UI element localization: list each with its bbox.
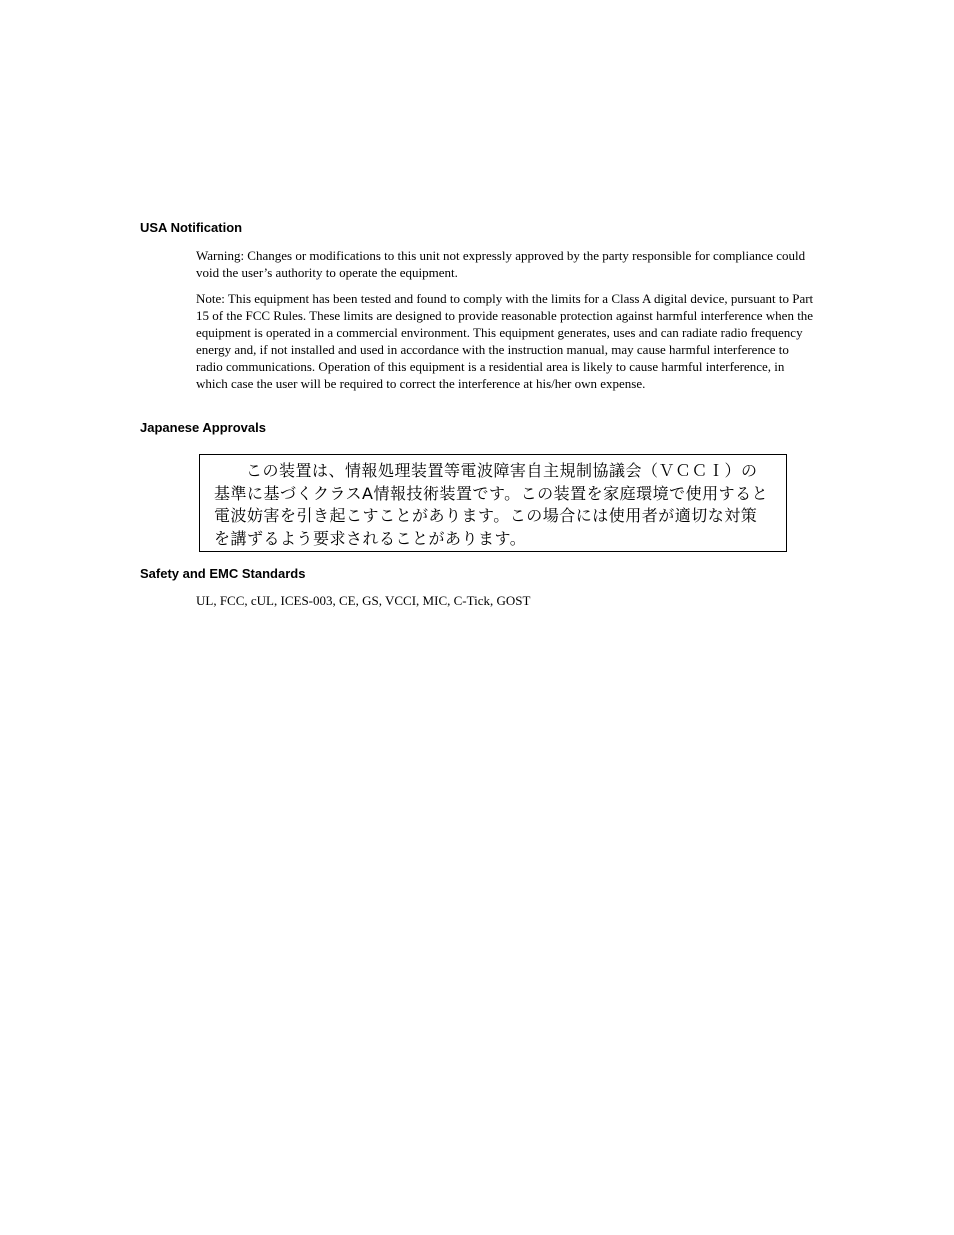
vcci-notice-text: この装置は、情報処理装置等電波障害自主規制協議会（ＶＣＣＩ）の基準に基づくクラスA情報技術装置です。この装置を家庭環境で使用すると電波妨害を引き起こすことがあります。この場合には使用者が適切な対策を講ずるよう要求されることがあります。 [214, 461, 769, 548]
japanese-approvals-heading: Japanese Approvals [140, 420, 266, 435]
vcci-notice-box [199, 454, 787, 552]
usa-warning-paragraph: Warning: Changes or modifications to this unit not expressly approved by the party responsible for compliance could void the user’s authority to operate the equipment. [196, 248, 806, 280]
usa-notification-heading: USA Notification [140, 220, 243, 235]
usa-note-paragraph: Note: This equipment has been tested and found to comply with the limits for a Class A digital device, pursuant to Part 15 of the FCC Rules. These limits are designed to provide reasonable protection against harmful interference when the equipment is operated in a commercial environment. This equipment generates, uses and can radiate radio frequency energy and, if not installed and used in accordance with the instruction manual, may cause harmful interference to radio communications. Operation of this equipment is a residential area is likely to cause harmful interference, in which case the user will be required to correct the interference at his/her own expense. [196, 291, 814, 391]
safety-standards-list: UL, FCC, cUL, ICES-003, CE, GS, VCCI, MIC, C-Tick, GOST [196, 593, 531, 608]
safety-emc-heading: Safety and EMC Standards [140, 566, 306, 581]
